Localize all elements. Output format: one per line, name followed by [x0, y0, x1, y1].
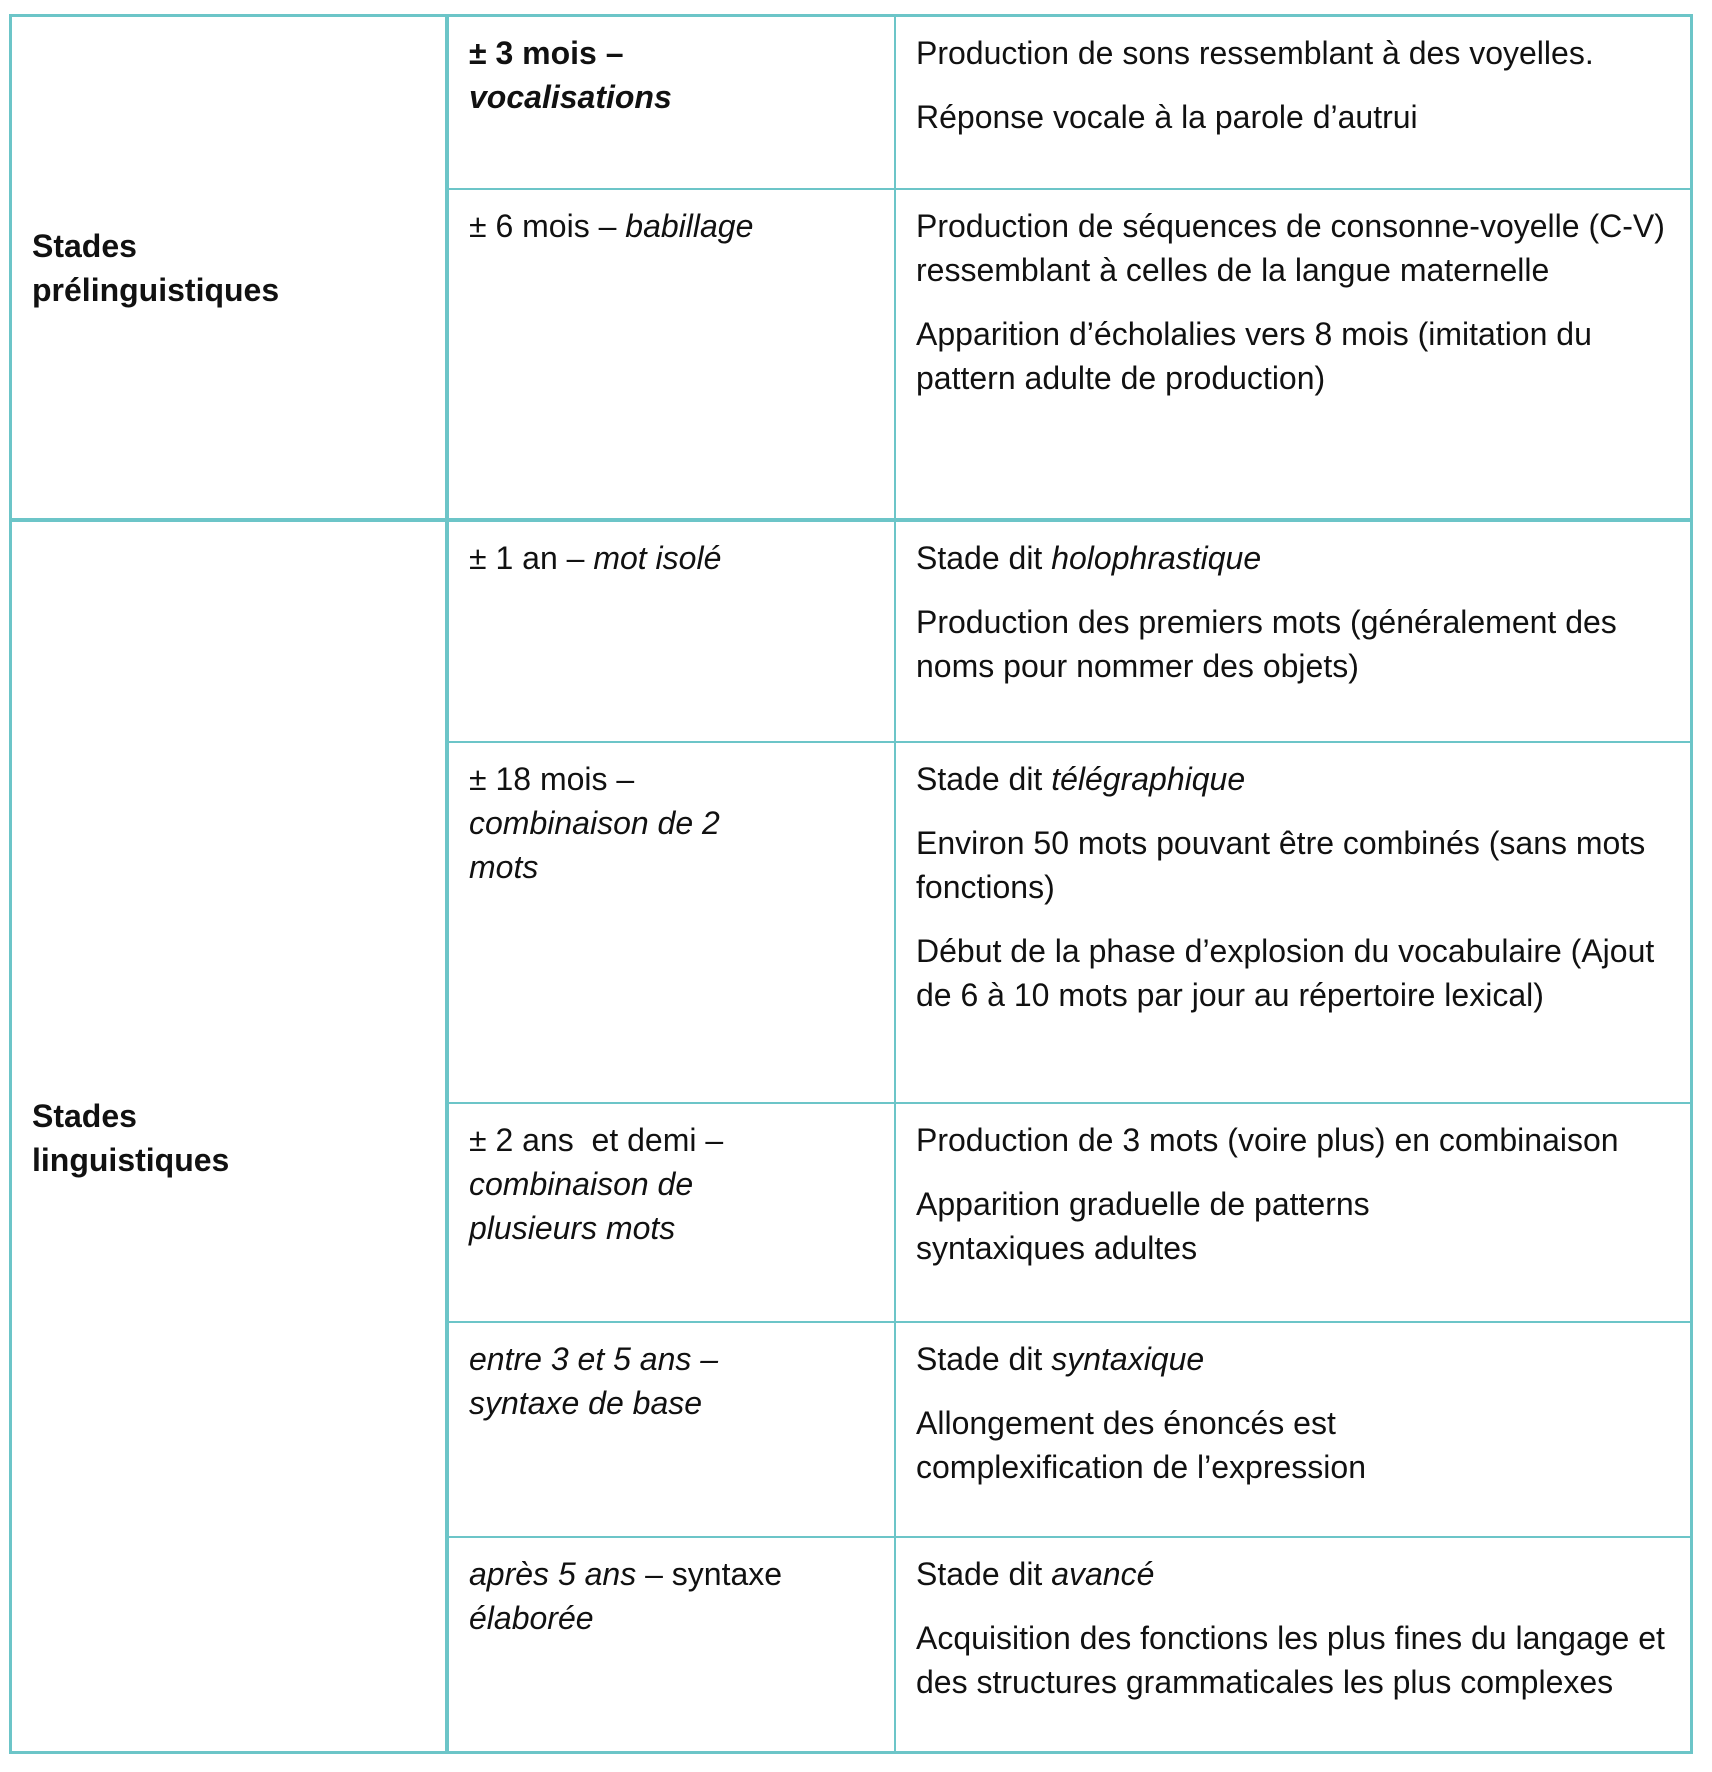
- age-label: élaborée: [469, 1600, 594, 1636]
- age-label: vocalisations: [469, 79, 672, 115]
- age-cell: [449, 1323, 896, 1538]
- age-label: babillage: [625, 208, 754, 244]
- desc-term: syntaxique: [1051, 1341, 1205, 1377]
- desc-text: Allongement des énoncés est complexification de l’expression: [916, 1405, 1366, 1485]
- desc-text: Début de la phase d’explosion du vocabulaire (Ajout de 6 à 10 mots par jour au répertoire lexical): [916, 933, 1655, 1013]
- age-cell: [449, 1538, 896, 1754]
- desc-text: Stade dit: [916, 761, 1052, 797]
- desc-text: Production de 3 mots (voire plus) en combinaison: [916, 1122, 1619, 1158]
- desc-text: Environ 50 mots pouvant être combinés (sans mots fonctions): [916, 825, 1646, 905]
- stage-prelinguistic: [12, 17, 449, 522]
- desc-text: Production des premiers mots (généralement des noms pour nommer des objets): [916, 604, 1617, 684]
- desc-text: Acquisition des fonctions les plus fines du langage et des structures grammaticales les plus complexes: [916, 1620, 1665, 1700]
- stage-label-line2: prélinguistiques: [32, 271, 280, 308]
- desc-cell: [896, 1104, 1693, 1323]
- age-label: syntaxe de base: [469, 1385, 703, 1421]
- language-stages-table: [9, 14, 1693, 1754]
- desc-text: Stade dit: [916, 1341, 1052, 1377]
- desc-text: Stade dit: [916, 1556, 1052, 1592]
- desc-cell: [896, 190, 1693, 522]
- age-label: combinaison de plusieurs mots: [469, 1166, 694, 1246]
- desc-term: holophrastique: [1051, 540, 1262, 576]
- age-cell: [449, 1104, 896, 1323]
- age-cell: [449, 522, 896, 743]
- age-text: ± 1 an –: [469, 540, 594, 576]
- desc-term: avancé: [1051, 1556, 1155, 1592]
- desc-text: Production de sons ressemblant à des voyelles.: [916, 35, 1594, 71]
- desc-term: télégraphique: [1051, 761, 1246, 797]
- desc-cell: [896, 743, 1693, 1104]
- age-label: combinaison de 2 mots: [469, 805, 720, 885]
- age-cell: [449, 743, 896, 1104]
- stage-label-line1: Stades: [32, 227, 137, 264]
- stage-label-line2: linguistiques: [32, 1142, 230, 1178]
- stage-label-line1: Stades: [32, 1098, 137, 1134]
- age-text: ± 3 mois –: [469, 35, 624, 71]
- age-text: ± 18 mois –: [469, 761, 635, 797]
- age-text: ± 2 ans et demi –: [469, 1122, 724, 1158]
- age-label: mot isolé: [593, 540, 722, 576]
- desc-cell: [896, 1323, 1693, 1538]
- desc-text: Réponse vocale à la parole d’autrui: [916, 99, 1418, 135]
- desc-cell: [896, 522, 1693, 743]
- desc-cell: [896, 17, 1693, 190]
- desc-text: Apparition d’écholalies vers 8 mois (imitation du pattern adulte de production): [916, 316, 1592, 396]
- age-text: ± 6 mois –: [469, 208, 626, 244]
- desc-text: Stade dit: [916, 540, 1052, 576]
- stage-linguistic: [12, 522, 449, 1754]
- desc-text: Production de séquences de consonne-voyelle (C-V) ressemblant à celles de la langue maternelle: [916, 208, 1665, 288]
- desc-cell: [896, 1538, 1693, 1754]
- desc-text: Apparition graduelle de patterns syntaxiques adultes: [916, 1186, 1370, 1266]
- age-text: entre 3 et 5 ans –: [469, 1341, 719, 1377]
- age-cell: [449, 190, 896, 522]
- age-text: après 5 ans: [469, 1556, 637, 1592]
- age-text: – syntaxe: [636, 1556, 783, 1592]
- age-cell: [449, 17, 896, 190]
